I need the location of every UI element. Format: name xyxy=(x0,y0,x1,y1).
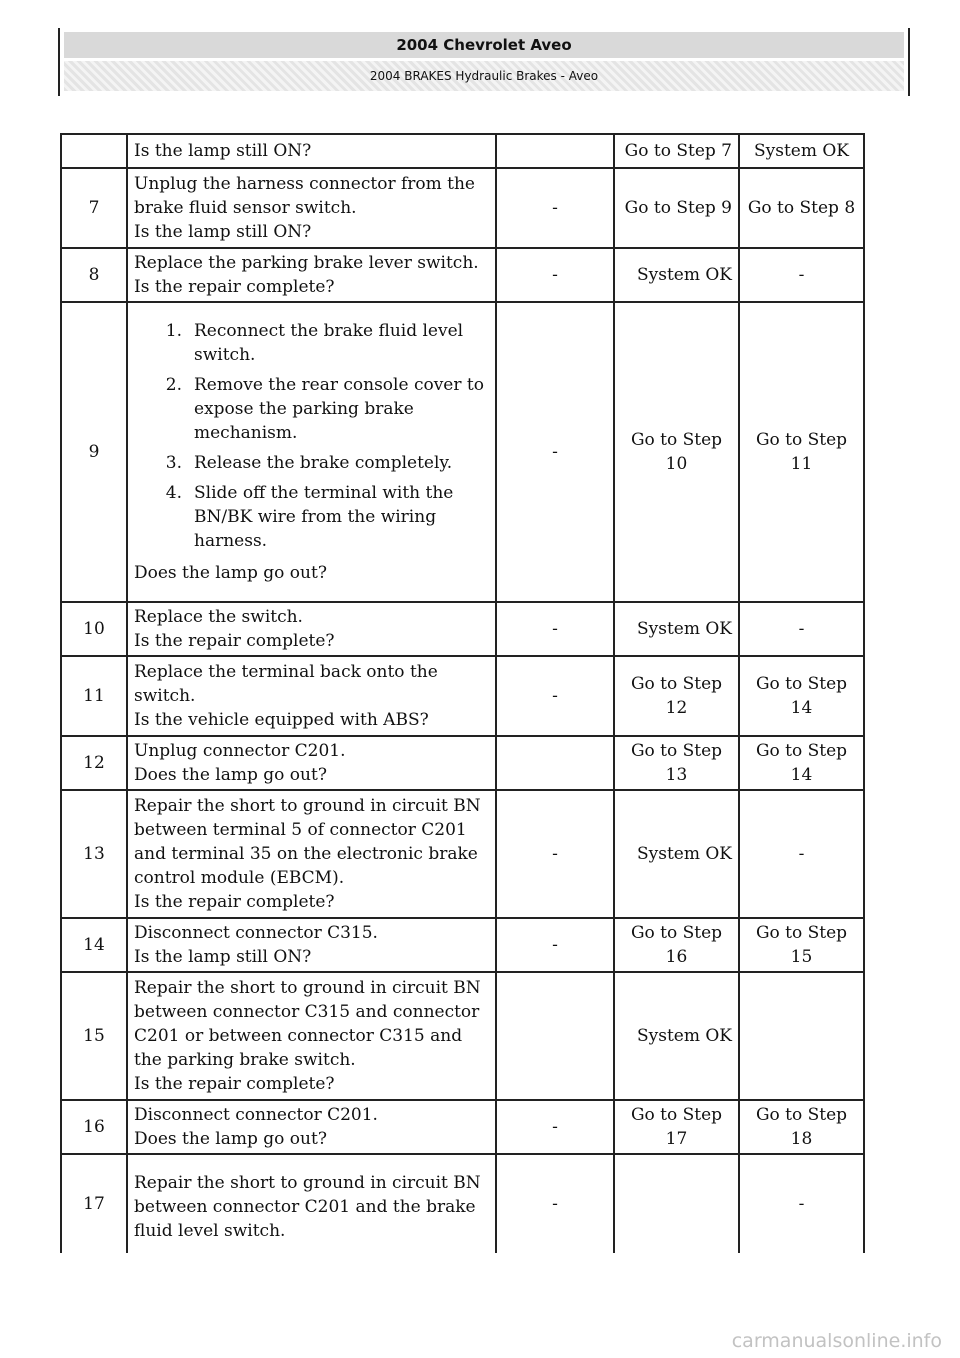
table-row xyxy=(61,918,864,972)
table-row xyxy=(61,790,864,918)
step-action xyxy=(127,168,496,248)
step-no: Go to Step 14 xyxy=(739,736,864,790)
step-value: - xyxy=(496,168,614,248)
action-line: Unplug connector C201. xyxy=(134,741,346,761)
table-row xyxy=(61,656,864,736)
action-line: Repair the short to ground in circuit BN between connector C201 and the brake fluid level switch. xyxy=(134,1173,481,1241)
watermark: carmanualsonline.info xyxy=(731,1330,942,1352)
step-no: Go to Step 11 xyxy=(739,302,864,602)
step-value: - xyxy=(496,1100,614,1154)
step-number: 12 xyxy=(61,736,127,790)
step-yes: Go to Step 12 xyxy=(614,656,739,736)
table-row xyxy=(61,972,864,1100)
step-yes: System OK xyxy=(614,790,739,918)
substep: 2. Remove the rear console cover to expose the parking brake mechanism. xyxy=(165,375,484,443)
step-yes: Go to Step 9 xyxy=(614,168,739,248)
step-value: - xyxy=(496,302,614,602)
step-no: - xyxy=(739,602,864,656)
step-value: - xyxy=(496,602,614,656)
step-yes: Go to Step 17 xyxy=(614,1100,739,1154)
table-row xyxy=(61,1100,864,1154)
step-number xyxy=(61,134,127,168)
step-no: Go to Step 18 xyxy=(739,1100,864,1154)
action-line: Replace the terminal back onto the switch. xyxy=(134,662,438,706)
step-no: - xyxy=(739,790,864,918)
diagnostic-steps-table xyxy=(60,133,865,1253)
step-number: 14 xyxy=(61,918,127,972)
action-line: Repair the short to ground in circuit BN between terminal 5 of connector C201 and terminal 35 on the electronic brake control module (EBCM). xyxy=(134,796,481,888)
action-question: Is the repair complete? xyxy=(134,892,335,912)
table-row xyxy=(61,248,864,302)
step-action xyxy=(127,918,496,972)
step-yes: Go to Step 13 xyxy=(614,736,739,790)
step-value: - xyxy=(496,1154,614,1253)
step-number: 13 xyxy=(61,790,127,918)
action-line: Replace the parking brake lever switch. xyxy=(134,253,479,273)
table-row xyxy=(61,302,864,602)
step-value: - xyxy=(496,790,614,918)
step-number: 7 xyxy=(61,168,127,248)
step-action xyxy=(127,1154,496,1253)
action-question: Does the lamp go out? xyxy=(134,765,327,785)
step-number: 11 xyxy=(61,656,127,736)
step-yes: System OK xyxy=(614,602,739,656)
action-question: Is the repair complete? xyxy=(134,1074,335,1094)
step-no xyxy=(739,972,864,1100)
action-line: Repair the short to ground in circuit BN between connector C315 and connector C201 or between connector C315 and the parking brake switch. xyxy=(134,978,481,1070)
step-value xyxy=(496,972,614,1100)
step-value: - xyxy=(496,656,614,736)
step-number: 16 xyxy=(61,1100,127,1154)
action-question: Is the lamp still ON? xyxy=(134,947,312,967)
step-no: Go to Step 15 xyxy=(739,918,864,972)
step-no: System OK xyxy=(739,134,864,168)
step-yes: Go to Step 10 xyxy=(614,302,739,602)
action-line: Disconnect connector C315. xyxy=(134,923,378,943)
step-no: Go to Step 8 xyxy=(739,168,864,248)
step-action xyxy=(127,1100,496,1154)
substep: 3. Release the brake completely. xyxy=(165,453,453,473)
step-action xyxy=(127,602,496,656)
step-yes xyxy=(614,1154,739,1253)
step-number: 8 xyxy=(61,248,127,302)
action-question: Is the repair complete? xyxy=(134,277,335,297)
action-question: Is the lamp still ON? xyxy=(134,222,312,242)
step-action xyxy=(127,972,496,1100)
document-title: 2004 Chevrolet Aveo xyxy=(64,32,904,58)
action-line: Disconnect connector C201. xyxy=(134,1105,378,1125)
step-yes: System OK xyxy=(614,248,739,302)
action-line: Unplug the harness connector from the brake fluid sensor switch. xyxy=(134,174,475,218)
step-action xyxy=(127,736,496,790)
step-value: - xyxy=(496,918,614,972)
table-row xyxy=(61,168,864,248)
step-number: 9 xyxy=(61,302,127,602)
step-action xyxy=(127,302,496,602)
step-no: Go to Step 14 xyxy=(739,656,864,736)
table-row xyxy=(61,134,864,168)
step-action xyxy=(127,790,496,918)
step-value xyxy=(496,134,614,168)
table-row xyxy=(61,736,864,790)
step-no: - xyxy=(739,248,864,302)
step-action xyxy=(127,134,496,168)
step-number: 17 xyxy=(61,1154,127,1253)
step-value: - xyxy=(496,248,614,302)
step-action xyxy=(127,248,496,302)
action-question: Does the lamp go out? xyxy=(134,563,327,583)
substep: 1. Reconnect the brake fluid level switch. xyxy=(165,321,464,365)
step-number: 10 xyxy=(61,602,127,656)
action-question: Does the lamp go out? xyxy=(134,1129,327,1149)
document-header xyxy=(58,28,910,96)
step-value xyxy=(496,736,614,790)
step-yes: System OK xyxy=(614,972,739,1100)
action-line: Replace the switch. xyxy=(134,607,303,627)
action-question: Is the repair complete? xyxy=(134,631,335,651)
step-no: - xyxy=(739,1154,864,1253)
step-action xyxy=(127,656,496,736)
step-yes: Go to Step 16 xyxy=(614,918,739,972)
table-row xyxy=(61,1154,864,1253)
step-number: 15 xyxy=(61,972,127,1100)
document-subtitle: 2004 BRAKES Hydraulic Brakes - Aveo xyxy=(64,61,904,91)
substep: 4. Slide off the terminal with the BN/BK wire from the wiring harness. xyxy=(165,483,454,551)
action-question: Is the vehicle equipped with ABS? xyxy=(134,710,429,730)
action-line: Is the lamp still ON? xyxy=(134,141,312,161)
step-yes: Go to Step 7 xyxy=(614,134,739,168)
table-row xyxy=(61,602,864,656)
